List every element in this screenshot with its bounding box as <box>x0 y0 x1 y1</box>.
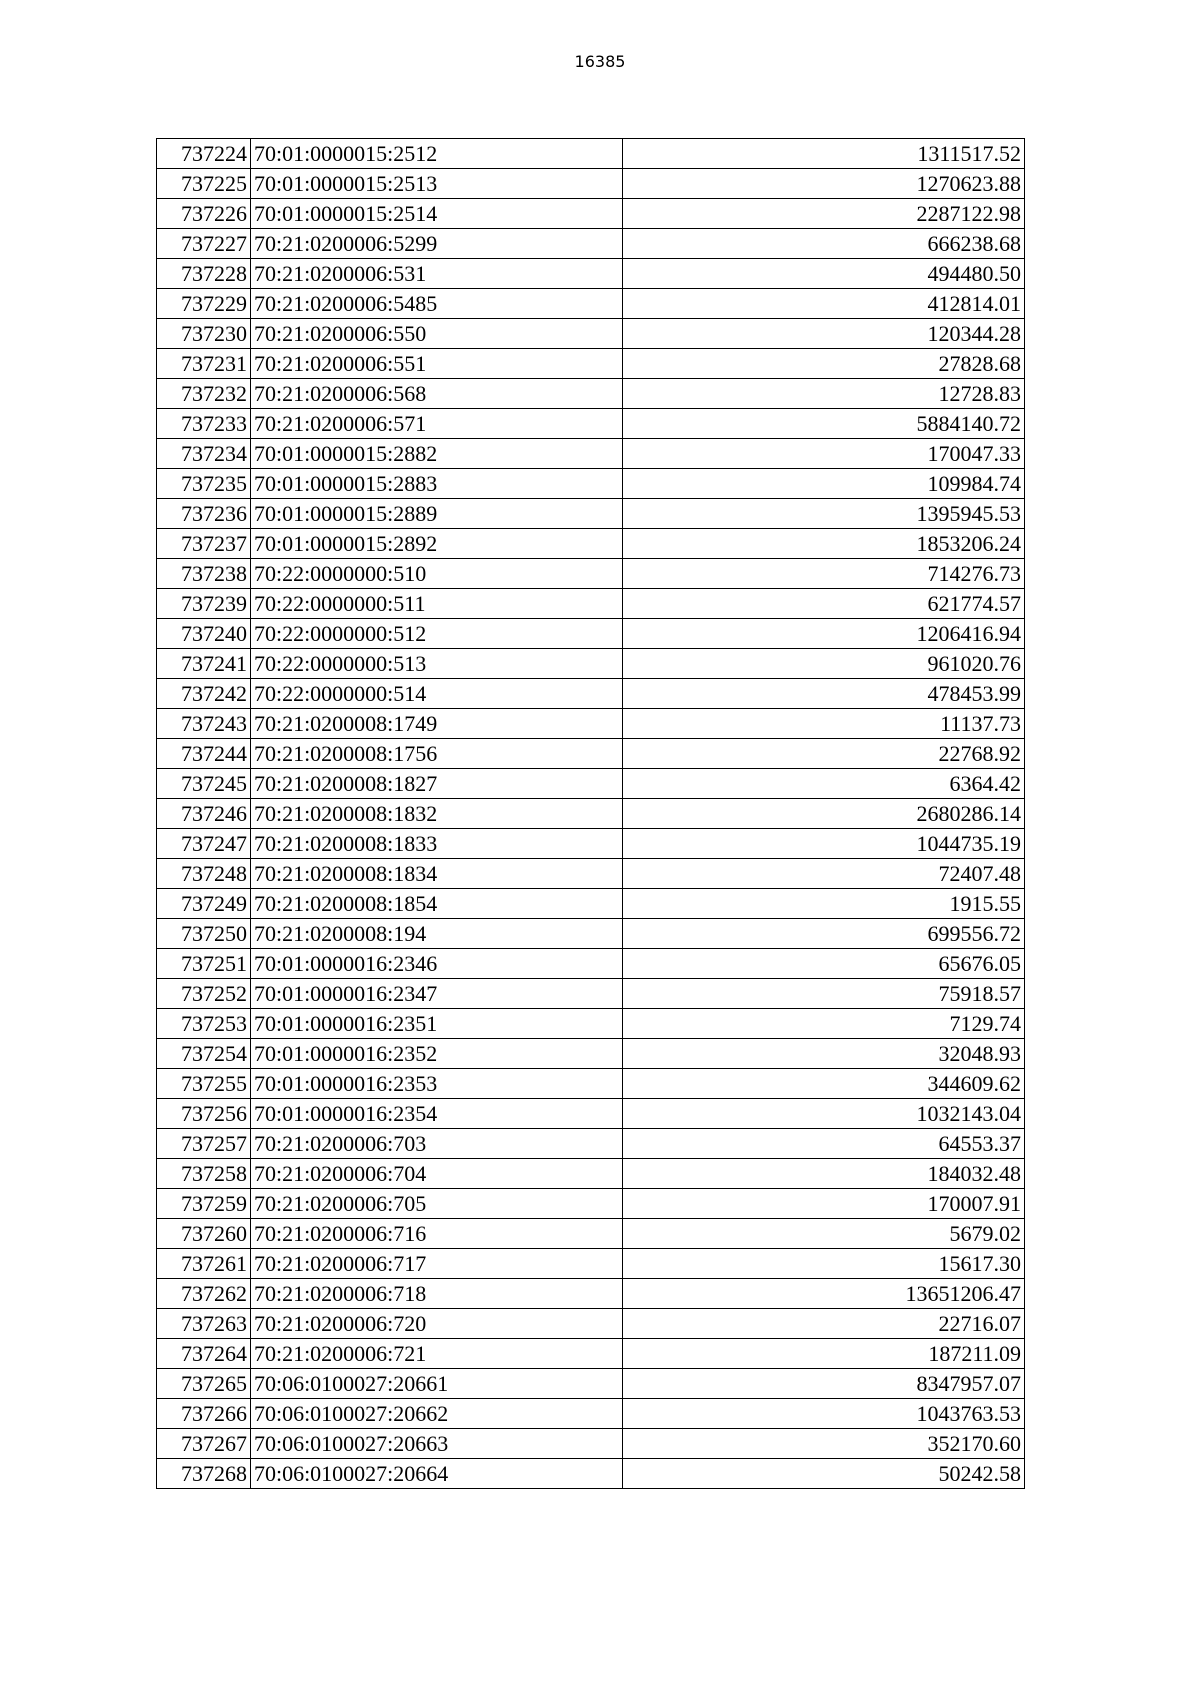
cadastral-value-cell: 412814.01 <box>622 289 1024 319</box>
cadastral-number-cell: 70:01:0000015:2883 <box>250 469 622 499</box>
table-row <box>157 1309 1025 1339</box>
table-row <box>157 709 1025 739</box>
cadastral-number-cell: 70:21:0200006:716 <box>250 1219 622 1249</box>
row-number-cell: 737245 <box>157 769 251 799</box>
table-row <box>157 1099 1025 1129</box>
cadastral-number-cell: 70:21:0200006:718 <box>250 1279 622 1309</box>
table-row <box>157 799 1025 829</box>
row-number-cell: 737239 <box>157 589 251 619</box>
cadastral-number-cell: 70:21:0200008:1827 <box>250 769 622 799</box>
row-number-cell: 737224 <box>157 139 251 169</box>
row-number-cell: 737235 <box>157 469 251 499</box>
table-row <box>157 739 1025 769</box>
table-row <box>157 1249 1025 1279</box>
cadastral-number-cell: 70:01:0000015:2514 <box>250 199 622 229</box>
row-number-cell: 737258 <box>157 1159 251 1189</box>
cadastral-number-cell: 70:21:0200008:1854 <box>250 889 622 919</box>
table-row <box>157 1429 1025 1459</box>
cadastral-number-cell: 70:21:0200008:194 <box>250 919 622 949</box>
cadastral-value-cell: 15617.30 <box>622 1249 1024 1279</box>
cadastral-number-cell: 70:21:0200006:571 <box>250 409 622 439</box>
cadastral-number-cell: 70:22:0000000:510 <box>250 559 622 589</box>
table-row <box>157 619 1025 649</box>
row-number-cell: 737250 <box>157 919 251 949</box>
table-row <box>157 1339 1025 1369</box>
row-number-cell: 737263 <box>157 1309 251 1339</box>
table-row <box>157 589 1025 619</box>
cadastral-number-cell: 70:21:0200006:721 <box>250 1339 622 1369</box>
table-row <box>157 469 1025 499</box>
table-row <box>157 439 1025 469</box>
cadastral-value-cell: 11137.73 <box>622 709 1024 739</box>
row-number-cell: 737267 <box>157 1429 251 1459</box>
table-row <box>157 1159 1025 1189</box>
cadastral-value-cell: 22716.07 <box>622 1309 1024 1339</box>
table-row <box>157 859 1025 889</box>
cadastral-number-cell: 70:01:0000015:2512 <box>250 139 622 169</box>
cadastral-number-cell: 70:21:0200006:550 <box>250 319 622 349</box>
table-row <box>157 1039 1025 1069</box>
cadastral-number-cell: 70:06:0100027:20662 <box>250 1399 622 1429</box>
table-body <box>157 139 1025 1489</box>
table-row <box>157 529 1025 559</box>
row-number-cell: 737266 <box>157 1399 251 1429</box>
cadastral-value-cell: 12728.83 <box>622 379 1024 409</box>
cadastral-value-cell: 666238.68 <box>622 229 1024 259</box>
cadastral-value-cell: 1043763.53 <box>622 1399 1024 1429</box>
row-number-cell: 737231 <box>157 349 251 379</box>
cadastral-number-cell: 70:01:0000016:2351 <box>250 1009 622 1039</box>
cadastral-number-cell: 70:21:0200006:551 <box>250 349 622 379</box>
table-row <box>157 1069 1025 1099</box>
cadastral-value-cell: 621774.57 <box>622 589 1024 619</box>
table-row <box>157 1009 1025 1039</box>
table-row <box>157 139 1025 169</box>
row-number-cell: 737265 <box>157 1369 251 1399</box>
table-row <box>157 1279 1025 1309</box>
table-row <box>157 949 1025 979</box>
cadastral-number-cell: 70:22:0000000:513 <box>250 649 622 679</box>
row-number-cell: 737248 <box>157 859 251 889</box>
row-number-cell: 737234 <box>157 439 251 469</box>
cadastral-number-cell: 70:21:0200006:717 <box>250 1249 622 1279</box>
cadastral-number-cell: 70:21:0200006:5299 <box>250 229 622 259</box>
cadastral-value-cell: 65676.05 <box>622 949 1024 979</box>
cadastral-value-cell: 32048.93 <box>622 1039 1024 1069</box>
table-row <box>157 349 1025 379</box>
cadastral-number-cell: 70:21:0200006:705 <box>250 1189 622 1219</box>
cadastral-value-cell: 27828.68 <box>622 349 1024 379</box>
table-row <box>157 979 1025 1009</box>
cadastral-value-cell: 714276.73 <box>622 559 1024 589</box>
row-number-cell: 737236 <box>157 499 251 529</box>
cadastral-number-cell: 70:22:0000000:511 <box>250 589 622 619</box>
cadastral-value-cell: 1853206.24 <box>622 529 1024 559</box>
cadastral-value-cell: 2287122.98 <box>622 199 1024 229</box>
cadastral-value-cell: 1032143.04 <box>622 1099 1024 1129</box>
table-row <box>157 319 1025 349</box>
cadastral-number-cell: 70:21:0200008:1834 <box>250 859 622 889</box>
cadastral-number-cell: 70:06:0100027:20664 <box>250 1459 622 1489</box>
cadastral-number-cell: 70:01:0000016:2354 <box>250 1099 622 1129</box>
cadastral-number-cell: 70:21:0200006:704 <box>250 1159 622 1189</box>
row-number-cell: 737246 <box>157 799 251 829</box>
row-number-cell: 737237 <box>157 529 251 559</box>
cadastral-number-cell: 70:21:0200008:1756 <box>250 739 622 769</box>
cadastral-number-cell: 70:21:0200006:5485 <box>250 289 622 319</box>
cadastral-number-cell: 70:01:0000015:2889 <box>250 499 622 529</box>
cadastral-value-cell: 352170.60 <box>622 1429 1024 1459</box>
table-row <box>157 649 1025 679</box>
table-row <box>157 289 1025 319</box>
row-number-cell: 737243 <box>157 709 251 739</box>
table-row <box>157 679 1025 709</box>
cadastral-number-cell: 70:21:0200008:1832 <box>250 799 622 829</box>
row-number-cell: 737227 <box>157 229 251 259</box>
row-number-cell: 737225 <box>157 169 251 199</box>
cadastral-value-cell: 13651206.47 <box>622 1279 1024 1309</box>
cadastral-number-cell: 70:06:0100027:20663 <box>250 1429 622 1459</box>
cadastral-value-cell: 50242.58 <box>622 1459 1024 1489</box>
row-number-cell: 737241 <box>157 649 251 679</box>
cadastral-value-cell: 109984.74 <box>622 469 1024 499</box>
row-number-cell: 737230 <box>157 319 251 349</box>
cadastral-number-cell: 70:01:0000015:2513 <box>250 169 622 199</box>
cadastral-value-cell: 961020.76 <box>622 649 1024 679</box>
cadastral-value-cell: 187211.09 <box>622 1339 1024 1369</box>
cadastral-value-cell: 75918.57 <box>622 979 1024 1009</box>
table-row <box>157 829 1025 859</box>
cadastral-value-cell: 5884140.72 <box>622 409 1024 439</box>
row-number-cell: 737251 <box>157 949 251 979</box>
cadastral-value-cell: 1915.55 <box>622 889 1024 919</box>
row-number-cell: 737259 <box>157 1189 251 1219</box>
table-row <box>157 559 1025 589</box>
cadastral-value-cell: 170007.91 <box>622 1189 1024 1219</box>
cadastral-value-cell: 1044735.19 <box>622 829 1024 859</box>
table-row <box>157 259 1025 289</box>
row-number-cell: 737240 <box>157 619 251 649</box>
cadastral-value-cell: 5679.02 <box>622 1219 1024 1249</box>
table-row <box>157 1399 1025 1429</box>
row-number-cell: 737256 <box>157 1099 251 1129</box>
table-row <box>157 1129 1025 1159</box>
row-number-cell: 737232 <box>157 379 251 409</box>
row-number-cell: 737255 <box>157 1069 251 1099</box>
cadastral-number-cell: 70:21:0200008:1833 <box>250 829 622 859</box>
cadastral-number-cell: 70:06:0100027:20661 <box>250 1369 622 1399</box>
cadastral-number-cell: 70:01:0000016:2347 <box>250 979 622 1009</box>
cadastral-value-cell: 8347957.07 <box>622 1369 1024 1399</box>
cadastral-value-cell: 1395945.53 <box>622 499 1024 529</box>
cadastral-value-cell: 170047.33 <box>622 439 1024 469</box>
cadastral-value-cell: 1206416.94 <box>622 619 1024 649</box>
row-number-cell: 737260 <box>157 1219 251 1249</box>
table-row <box>157 1189 1025 1219</box>
cadastral-number-cell: 70:22:0000000:514 <box>250 679 622 709</box>
cadastral-value-cell: 344609.62 <box>622 1069 1024 1099</box>
cadastral-value-cell: 478453.99 <box>622 679 1024 709</box>
cadastral-number-cell: 70:21:0200006:720 <box>250 1309 622 1339</box>
cadastral-value-table <box>156 138 1025 1489</box>
cadastral-value-cell: 184032.48 <box>622 1159 1024 1189</box>
row-number-cell: 737233 <box>157 409 251 439</box>
cadastral-value-cell: 1311517.52 <box>622 139 1024 169</box>
cadastral-value-cell: 2680286.14 <box>622 799 1024 829</box>
cadastral-value-cell: 22768.92 <box>622 739 1024 769</box>
cadastral-value-cell: 120344.28 <box>622 319 1024 349</box>
table-row <box>157 379 1025 409</box>
cadastral-number-cell: 70:21:0200006:531 <box>250 259 622 289</box>
cadastral-number-cell: 70:21:0200008:1749 <box>250 709 622 739</box>
table-row <box>157 229 1025 259</box>
page-number: 16385 <box>574 52 626 71</box>
table-row <box>157 499 1025 529</box>
row-number-cell: 737262 <box>157 1279 251 1309</box>
table-row <box>157 169 1025 199</box>
row-number-cell: 737238 <box>157 559 251 589</box>
cadastral-value-cell: 64553.37 <box>622 1129 1024 1159</box>
cadastral-value-cell: 494480.50 <box>622 259 1024 289</box>
cadastral-value-cell: 1270623.88 <box>622 169 1024 199</box>
row-number-cell: 737244 <box>157 739 251 769</box>
row-number-cell: 737253 <box>157 1009 251 1039</box>
cadastral-number-cell: 70:21:0200006:703 <box>250 1129 622 1159</box>
table-row <box>157 769 1025 799</box>
table-row <box>157 889 1025 919</box>
row-number-cell: 737261 <box>157 1249 251 1279</box>
cadastral-value-cell: 6364.42 <box>622 769 1024 799</box>
row-number-cell: 737249 <box>157 889 251 919</box>
row-number-cell: 737252 <box>157 979 251 1009</box>
cadastral-number-cell: 70:22:0000000:512 <box>250 619 622 649</box>
cadastral-number-cell: 70:01:0000016:2353 <box>250 1069 622 1099</box>
row-number-cell: 737268 <box>157 1459 251 1489</box>
table-row <box>157 409 1025 439</box>
table-row <box>157 199 1025 229</box>
cadastral-value-cell: 72407.48 <box>622 859 1024 889</box>
cadastral-number-cell: 70:01:0000015:2892 <box>250 529 622 559</box>
cadastral-number-cell: 70:21:0200006:568 <box>250 379 622 409</box>
cadastral-value-cell: 699556.72 <box>622 919 1024 949</box>
row-number-cell: 737228 <box>157 259 251 289</box>
row-number-cell: 737229 <box>157 289 251 319</box>
cadastral-value-cell: 7129.74 <box>622 1009 1024 1039</box>
cadastral-number-cell: 70:01:0000016:2346 <box>250 949 622 979</box>
row-number-cell: 737242 <box>157 679 251 709</box>
row-number-cell: 737264 <box>157 1339 251 1369</box>
table-row <box>157 1369 1025 1399</box>
cadastral-number-cell: 70:01:0000016:2352 <box>250 1039 622 1069</box>
row-number-cell: 737254 <box>157 1039 251 1069</box>
table-row <box>157 1459 1025 1489</box>
row-number-cell: 737247 <box>157 829 251 859</box>
table-row <box>157 919 1025 949</box>
cadastral-number-cell: 70:01:0000015:2882 <box>250 439 622 469</box>
row-number-cell: 737226 <box>157 199 251 229</box>
row-number-cell: 737257 <box>157 1129 251 1159</box>
table-row <box>157 1219 1025 1249</box>
